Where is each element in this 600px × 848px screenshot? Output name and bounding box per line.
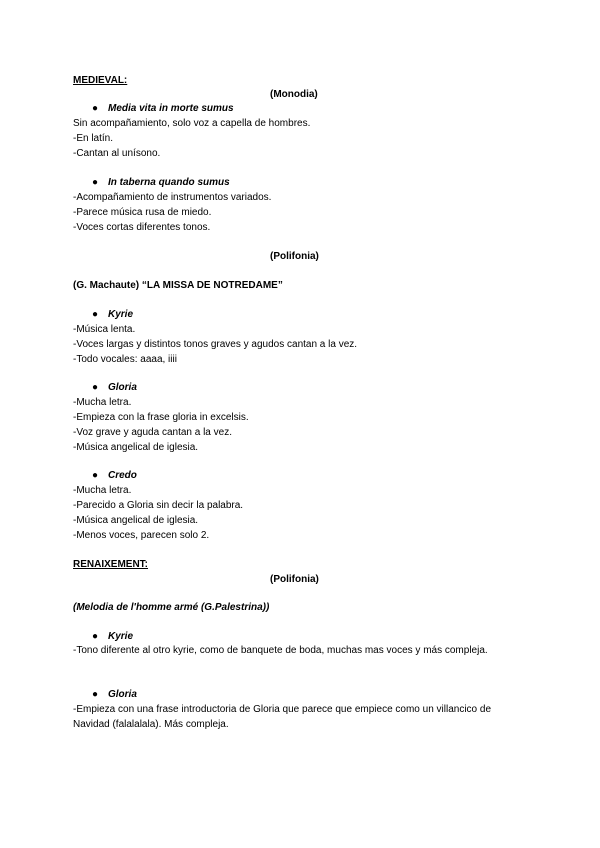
polifonia-label: (Polifonia) xyxy=(270,574,319,585)
section-heading-renaixement: RENAIXEMENT: xyxy=(73,559,149,570)
text-line: -En latín. xyxy=(73,133,114,144)
item-title-gloria: Gloria xyxy=(108,689,137,700)
bullet-icon: ● xyxy=(92,631,99,642)
polifonia-label: (Polifonia) xyxy=(270,251,319,262)
text-line: -Acompañamiento de instrumentos variados. xyxy=(73,192,272,203)
bullet-icon: ● xyxy=(92,309,99,320)
work-title-homme-arme: (Melodia de l'homme armé (G.Palestrina)) xyxy=(73,602,270,613)
item-title-media-vita: Media vita in morte sumus xyxy=(108,103,234,114)
work-title-notredame: (G. Machaute) “LA MISSA DE NOTREDAME” xyxy=(73,280,283,291)
text-line: -Empieza con la frase gloria in excelsis. xyxy=(73,412,249,423)
text-line: -Mucha letra. xyxy=(73,485,132,496)
item-title-kyrie: Kyrie xyxy=(108,309,134,320)
text-line: -Parecido a Gloria sin decir la palabra. xyxy=(73,500,244,511)
bullet-icon: ● xyxy=(92,103,99,114)
bullet-icon: ● xyxy=(92,470,99,481)
text-line: -Voces largas y distintos tonos graves y agudos cantan a la vez. xyxy=(73,339,358,350)
section-heading-medieval: MEDIEVAL: xyxy=(73,75,128,86)
item-title-in-taberna: In taberna quando sumus xyxy=(108,177,230,188)
bullet-icon: ● xyxy=(92,689,99,700)
bullet-icon: ● xyxy=(92,177,99,188)
item-title-gloria: Gloria xyxy=(108,382,137,393)
item-title-credo: Credo xyxy=(108,470,137,481)
text-line: -Parece música rusa de miedo. xyxy=(73,207,212,218)
text-line: -Menos voces, parecen solo 2. xyxy=(73,530,210,541)
bullet-icon: ● xyxy=(92,382,99,393)
text-line: Sin acompañamiento, solo voz a capella de hombres. xyxy=(73,118,311,129)
text-line: -Todo vocales: aaaa, iiii xyxy=(73,354,177,365)
paragraph: -Empieza con una frase introductoria de Gloria que parece que empiece como un villancico de Navidad (falalalala). Más compleja. xyxy=(73,704,492,730)
text-line: -Voz grave y aguda cantan a la vez. xyxy=(73,427,232,438)
paragraph: -Tono diferente al otro kyrie, como de banquete de boda, muchas mas voces y más compleja. xyxy=(73,645,488,656)
monodia-label: (Monodia) xyxy=(270,89,318,100)
text-line: -Cantan al unísono. xyxy=(73,148,161,159)
text-line: -Voces cortas diferentes tonos. xyxy=(73,222,211,233)
text-line: -Música angelical de iglesia. xyxy=(73,515,199,526)
text-line: -Música angelical de iglesia. xyxy=(73,442,199,453)
item-title-kyrie: Kyrie xyxy=(108,631,134,642)
text-line: -Música lenta. xyxy=(73,324,136,335)
text-line: -Mucha letra. xyxy=(73,397,132,408)
